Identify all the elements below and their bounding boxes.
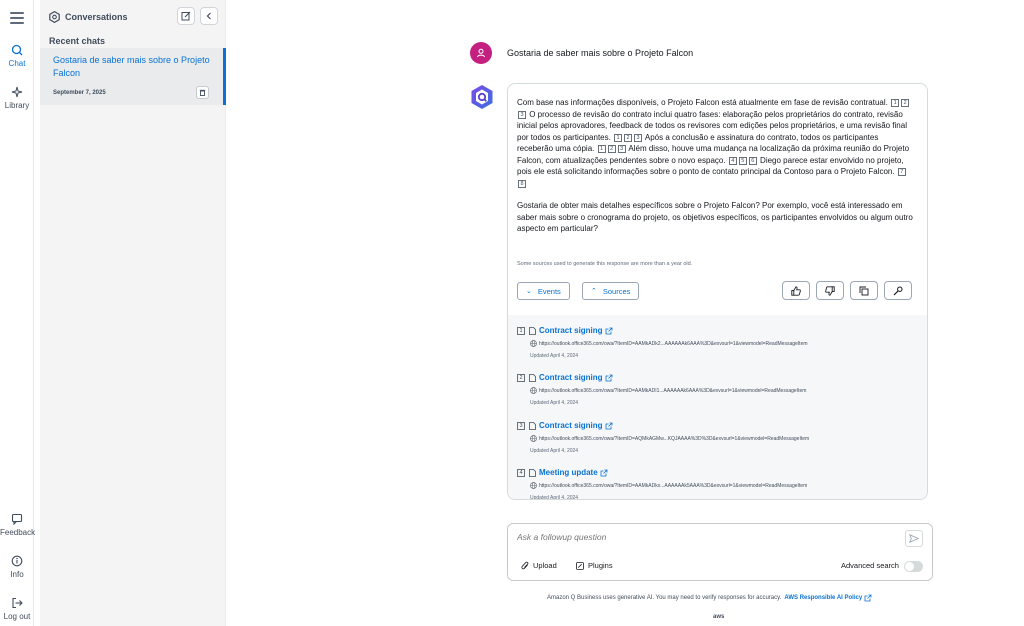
followup-input[interactable] — [517, 532, 887, 542]
answer-text-4: Além disso, houve uma mudança na localização da próxima reunião do Projeto Falcon, com atualizações pendentes sobre o novo espaço. — [517, 144, 910, 165]
assistant-answer — [517, 97, 915, 235]
assistant-response-card — [507, 83, 928, 500]
external-link-icon — [600, 469, 608, 477]
document-icon — [529, 327, 536, 335]
source-url: https://outlook.office365.com/owa/?ItemID=AAMkADk2...AAAAAAk6AAA%3D&exvsurl=1&viewmodel=ReadMessageItem — [539, 340, 808, 347]
rail-library-label: Library — [4, 101, 30, 110]
sources-age-note: Some sources used to generate this response are more than a year old. — [517, 261, 693, 267]
conversations-title: Conversations — [65, 12, 128, 22]
sources-label: Sources — [602, 286, 631, 296]
chevron-up-icon: ⌃ — [591, 288, 597, 295]
thumbs-up-button[interactable] — [782, 281, 810, 300]
source-date: Updated April 4, 2024 — [530, 495, 579, 500]
source-link[interactable]: Contract signing — [539, 326, 603, 335]
source-number: 3 — [517, 422, 525, 430]
copy-icon — [859, 286, 869, 296]
answer-text-1: Com base nas informações disponíveis, o Projeto Falcon está atualmente em fase de revisão contratual. — [517, 98, 888, 107]
chat-search-icon — [11, 44, 23, 56]
amazon-q-logo-icon — [49, 11, 60, 23]
answer-text-2: O processo de revisão do contrato inclui quatro fases: elaboração pelos proprietários do contrato, revisão inicial pelos aprovadores, feedback de todos os revisores com edições pelos proprietários, e uma revisão final por todos os participantes. — [517, 109, 907, 142]
upload-label: Upload — [533, 561, 557, 570]
chat-main — [226, 0, 1024, 626]
citation-1[interactable]: 1 — [598, 145, 606, 153]
tools-button[interactable] — [884, 281, 912, 300]
source-link[interactable]: Meeting update — [539, 468, 598, 477]
rail-logout[interactable] — [0, 597, 34, 621]
left-rail — [0, 0, 34, 626]
collapse-panel-button[interactable] — [200, 7, 218, 25]
conversation-date: September 7, 2025 — [53, 90, 106, 96]
answer-text-5: Diego parece estar envolvido no projeto, pois ele está solicitando informações sobre o ponto de contato principal da Contoso para o Projeto Falcon. — [517, 155, 904, 176]
user-icon — [476, 48, 486, 58]
citation-1[interactable]: 1 — [891, 99, 899, 107]
source-date: Updated April 4, 2024 — [530, 448, 579, 454]
external-link-icon — [864, 594, 872, 602]
answer-followup: Gostaria de obter mais detalhes específicos sobre o Projeto Falcon? Por exemplo, você está interessado em saber mais sobre o cronograma do projeto, os objetivos específicos, os participantes envolvidos ou algum outro aspecto em particular? — [517, 201, 913, 233]
citation-6[interactable]: 6 — [749, 157, 757, 165]
citation-4[interactable]: 4 — [729, 157, 737, 165]
logout-icon — [11, 597, 23, 609]
events-label: Events — [537, 286, 561, 296]
rail-library[interactable] — [0, 86, 34, 110]
rail-logout-label: Log out — [3, 612, 31, 621]
wrench-icon — [893, 286, 903, 296]
globe-icon — [530, 435, 537, 442]
prompt-composer — [507, 523, 933, 581]
delete-conversation-button[interactable] — [196, 86, 209, 99]
citation-1[interactable]: 1 — [614, 134, 622, 142]
source-item — [517, 421, 809, 454]
responsible-ai-policy-link[interactable]: AWS Responsible AI Policy — [784, 595, 863, 601]
new-chat-button[interactable] — [177, 7, 195, 25]
conversations-panel — [40, 0, 226, 626]
feedback-icon — [11, 513, 23, 525]
thumbs-down-button[interactable] — [816, 281, 844, 300]
advanced-search-label: Advanced search — [841, 561, 899, 570]
citation-3[interactable]: 3 — [518, 111, 526, 119]
citation-2[interactable]: 2 — [608, 145, 616, 153]
source-item — [517, 326, 808, 359]
user-avatar — [470, 42, 492, 64]
globe-icon — [530, 387, 537, 394]
conversation-title: Gostaria de saber mais sobre o Projeto Falcon — [53, 55, 210, 78]
citation-8[interactable]: 8 — [518, 180, 526, 188]
document-icon — [529, 374, 536, 382]
chevron-down-icon: ⌄ — [526, 288, 532, 295]
external-link-icon — [605, 422, 613, 430]
external-link-icon — [605, 327, 613, 335]
rail-feedback-label: Feedback — [0, 528, 36, 537]
disclaimer-text: Amazon Q Business uses generative AI. You may need to verify responses for accuracy. — [547, 595, 782, 601]
plugin-icon — [576, 562, 584, 570]
amazon-q-avatar-icon — [470, 84, 494, 110]
upload-button[interactable] — [521, 561, 557, 570]
advanced-search-toggle[interactable] — [904, 561, 923, 572]
source-date: Updated April 4, 2024 — [530, 353, 579, 359]
citation-5[interactable]: 5 — [739, 157, 747, 165]
trash-icon — [199, 89, 206, 96]
rail-chat-label: Chat — [8, 59, 26, 68]
globe-icon — [530, 340, 537, 347]
rail-info[interactable] — [0, 555, 34, 579]
thumbs-up-icon — [791, 286, 801, 296]
source-url: https://outlook.office365.com/owa/?ItemID=AAMkADkx...AAAAAAk5AAA%3D&exvsurl=1&viewmodel=ReadMessageItem — [539, 482, 808, 489]
citation-3[interactable]: 3 — [634, 134, 642, 142]
source-url: https://outlook.office365.com/owa/?ItemID=AAMkADI1...AAAAAAk6AAA%3D&exvsurl=1&viewmodel=ReadMessageItem — [539, 387, 807, 394]
answer-text-3: Após a conclusão e assinatura do contrato, todos os participantes receberão uma cópia. — [517, 132, 879, 153]
source-item — [517, 468, 807, 500]
document-icon — [529, 469, 536, 477]
conversation-item[interactable] — [40, 48, 226, 105]
rail-feedback[interactable] — [0, 513, 34, 537]
recent-chats-label: Recent chats — [49, 36, 106, 46]
plugins-label: Plugins — [588, 561, 613, 570]
user-message: Gostaria de saber mais sobre o Projeto Falcon — [507, 48, 694, 58]
globe-icon — [530, 482, 537, 489]
plugins-button[interactable] — [576, 561, 613, 570]
source-url: https://outlook.office365.com/owa/?ItemID=AQMkAGMw...KQJAAAA%3D%3D&exvsurl=1&viewmodel=ReadMessageItem — [539, 435, 810, 442]
sources-button[interactable] — [582, 282, 639, 300]
copy-button[interactable] — [850, 281, 878, 300]
source-number: 4 — [517, 469, 525, 477]
events-button[interactable] — [517, 282, 570, 300]
source-number: 2 — [517, 374, 525, 382]
source-item — [517, 373, 806, 406]
source-number: 1 — [517, 327, 525, 335]
rail-info-label: Info — [10, 570, 24, 579]
paperclip-icon — [521, 561, 529, 570]
user-message-row — [470, 42, 693, 64]
send-button[interactable] — [905, 530, 923, 547]
external-link-icon — [605, 374, 613, 382]
source-link[interactable]: Contract signing — [539, 373, 603, 382]
document-icon — [529, 422, 536, 430]
source-date: Updated April 4, 2024 — [530, 400, 579, 406]
info-icon — [11, 555, 23, 567]
thumbs-down-icon — [825, 286, 835, 296]
citation-3[interactable]: 3 — [618, 145, 626, 153]
citation-2[interactable]: 2 — [901, 99, 909, 107]
rail-chat[interactable] — [0, 44, 34, 68]
citation-7[interactable]: 7 — [898, 168, 906, 176]
edit-icon — [181, 11, 191, 21]
source-link[interactable]: Contract signing — [539, 421, 603, 430]
disclaimer — [547, 594, 872, 602]
chevron-left-icon — [205, 12, 213, 20]
sparkle-icon — [11, 86, 23, 98]
sources-list — [508, 315, 928, 500]
aws-logo: aws — [713, 614, 725, 620]
citation-2[interactable]: 2 — [624, 134, 632, 142]
conversations-header — [40, 0, 225, 34]
menu-icon[interactable] — [10, 12, 24, 24]
send-icon — [909, 534, 919, 543]
